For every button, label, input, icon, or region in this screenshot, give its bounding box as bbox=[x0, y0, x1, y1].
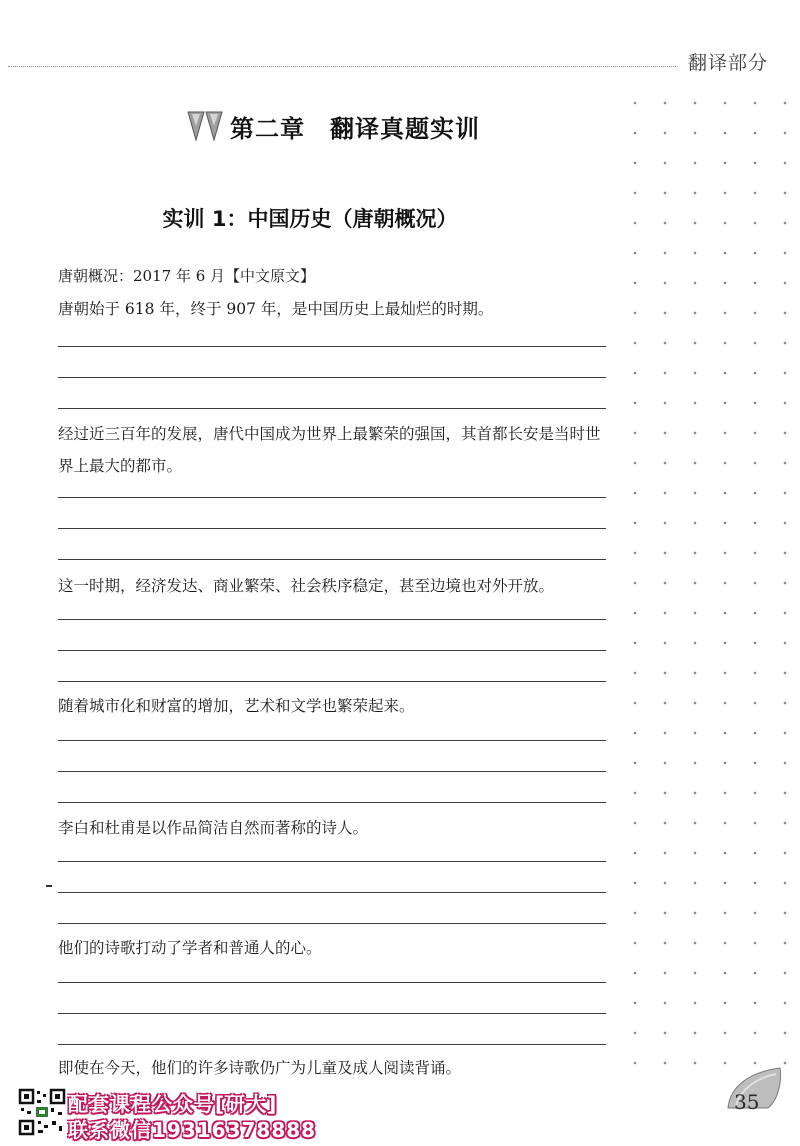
answer-line[interactable] bbox=[58, 892, 606, 893]
answer-line[interactable] bbox=[58, 923, 606, 924]
ad-text-line-2: 联系微信19316378888 bbox=[68, 1118, 317, 1142]
ad-text-line-1: 配套课程公众号[研大] bbox=[68, 1092, 278, 1116]
source-line: 唐朝概况：2017 年 6 月【中文原文】 bbox=[58, 267, 316, 285]
sentence-2: 经过近三百年的发展，唐代中国成为世界上最繁荣的强国，其首都长安是当时世界上最大的都市。 bbox=[58, 425, 601, 475]
answer-line[interactable] bbox=[58, 861, 606, 862]
chapter-heading bbox=[186, 108, 480, 144]
sentence-7: 即使在今天，他们的许多诗歌仍广为儿童及成人阅读背诵。 bbox=[58, 1059, 462, 1077]
footer-advertisement bbox=[18, 1088, 318, 1142]
lesson-title: 实训 1：中国历史（唐朝概况） bbox=[162, 207, 458, 231]
header-section-label: 翻译部分 bbox=[688, 52, 769, 74]
answer-line[interactable] bbox=[58, 559, 606, 560]
page-number: 35 bbox=[734, 1090, 760, 1114]
sentence-4: 随着城市化和财富的增加，艺术和文学也繁荣起来。 bbox=[58, 697, 415, 715]
answer-line[interactable] bbox=[58, 802, 606, 803]
answer-line[interactable] bbox=[58, 619, 606, 620]
sentence-1: 唐朝始于 618 年，终于 907 年，是中国历史上最灿烂的时期。 bbox=[58, 300, 494, 318]
chapter-chevron-icon bbox=[186, 110, 226, 142]
answer-line[interactable] bbox=[58, 740, 606, 741]
answer-line[interactable] bbox=[58, 982, 606, 983]
answer-line[interactable] bbox=[58, 497, 606, 498]
answer-line[interactable] bbox=[58, 1044, 606, 1045]
margin-mark bbox=[46, 885, 52, 887]
answer-line[interactable] bbox=[58, 377, 606, 378]
qr-code-icon bbox=[18, 1088, 66, 1136]
dot-grid-notes-area bbox=[612, 84, 796, 1084]
sentence-5: 李白和杜甫是以作品简洁自然而著称的诗人。 bbox=[58, 819, 369, 837]
answer-line[interactable] bbox=[58, 650, 606, 651]
answer-line[interactable] bbox=[58, 528, 606, 529]
answer-line[interactable] bbox=[58, 1013, 606, 1014]
answer-line[interactable] bbox=[58, 346, 606, 347]
sentence-6: 他们的诗歌打动了学者和普通人的心。 bbox=[58, 939, 322, 957]
sentence-3: 这一时期，经济发达、商业繁荣、社会秩序稳定，甚至边境也对外开放。 bbox=[58, 577, 555, 595]
header-rule bbox=[8, 66, 676, 67]
answer-line[interactable] bbox=[58, 681, 606, 682]
answer-line[interactable] bbox=[58, 408, 606, 409]
chapter-title: 第二章 翻译真题实训 bbox=[230, 113, 480, 143]
answer-line[interactable] bbox=[58, 771, 606, 772]
